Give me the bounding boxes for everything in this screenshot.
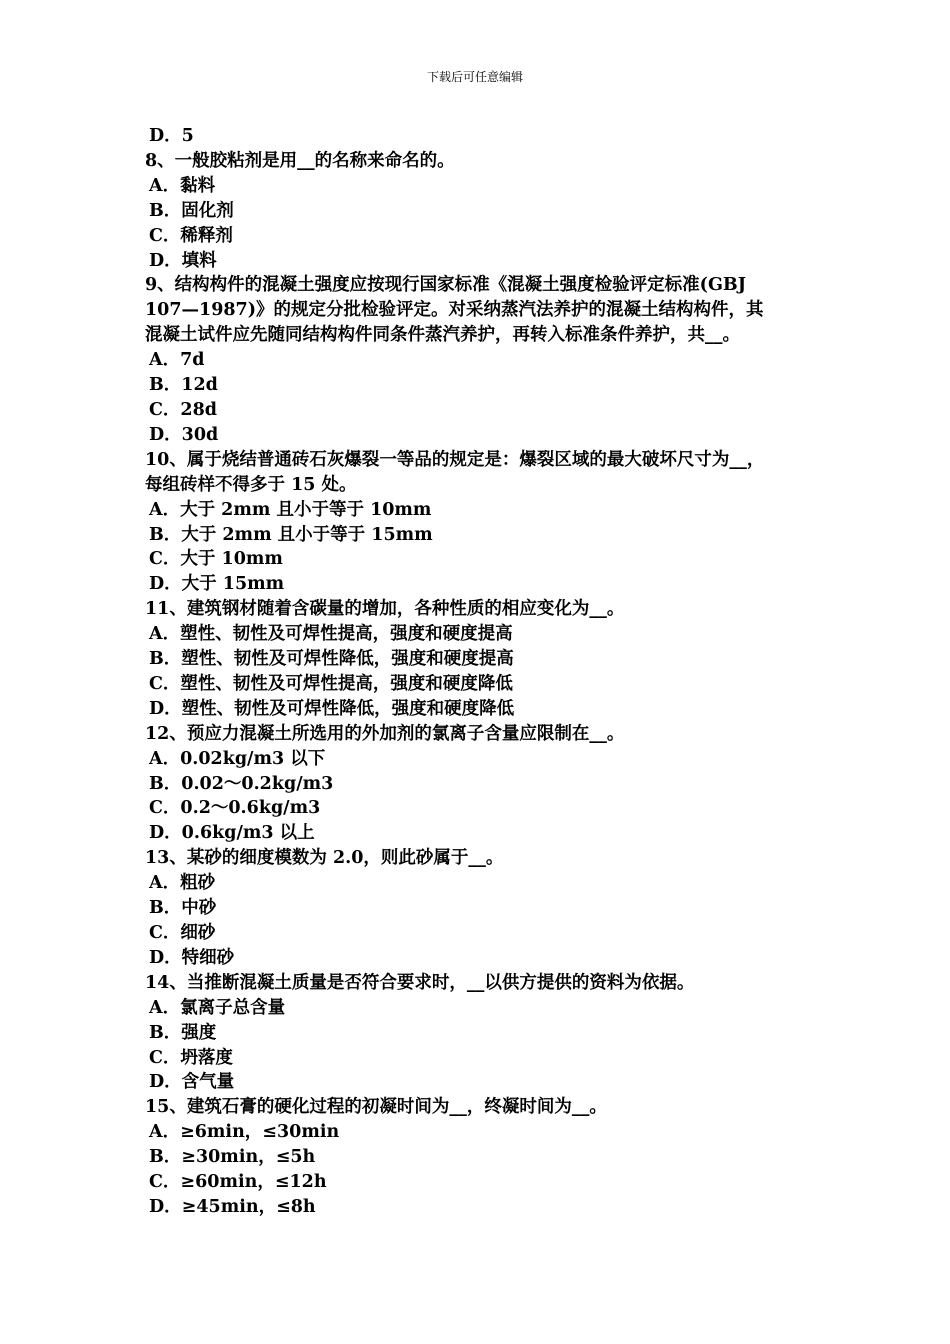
question-9-option-b: B．12d (149, 375, 218, 396)
question-12-option-a: A．0.02kg/m3 以下 (149, 748, 326, 769)
question-14-option-c: C．坍落度 (149, 1047, 233, 1068)
option-d-prev: D．5 (149, 126, 194, 146)
question-12-option-d: D．0.6kg/m3 以上 (149, 823, 315, 844)
question-10-option-d: D．大于 15mm (149, 574, 285, 595)
question-14-option-b: B．强度 (149, 1022, 217, 1043)
question-15-option-b: B．≥30min，≤5h (149, 1147, 316, 1168)
question-8-option-b: B．固化剂 (149, 200, 234, 221)
question-10-stem-line-1: 10、属于烧结普通砖石灰爆裂一等品的规定是：爆裂区域的最大破坏尺寸为__， (145, 449, 765, 470)
question-11-option-d: D．塑性、韧性及可焊性降低，强度和硬度降低 (149, 698, 515, 719)
question-15-stem: 15、建筑石膏的硬化过程的初凝时间为__，终凝时间为__。 (145, 1097, 607, 1118)
question-8-option-c: C．稀释剂 (149, 225, 233, 246)
question-15-option-c: C．≥60min，≤12h (149, 1172, 327, 1193)
question-13-option-c: C．细砂 (149, 923, 216, 943)
question-8-stem: 8、一般胶粘剂是用__的名称来命名的。 (145, 150, 455, 171)
question-13-stem: 13、某砂的细度模数为 2.0，则此砂属于__。 (145, 848, 504, 869)
question-9-option-c: C．28d (149, 399, 218, 420)
question-8-option-d: D．填料 (149, 250, 217, 271)
question-11-option-a: A．塑性、韧性及可焊性提高，强度和硬度提高 (149, 624, 513, 645)
question-8-option-a: A．黏料 (149, 175, 216, 196)
question-14-stem: 14、当推断混凝土质量是否符合要求时，__以供方提供的资料为依据。 (145, 972, 695, 993)
question-10-stem-line-2: 每组砖样不得多于 15 处。 (145, 474, 357, 495)
question-12-option-b: B．0.02～0.2kg/m3 (149, 773, 334, 794)
question-15-option-d: D．≥45min，≤8h (149, 1196, 316, 1217)
question-9-stem-line-1: 9、结构构件的混凝土强度应按现行国家标准《混凝土强度检验评定标准(GBJ (145, 275, 746, 296)
question-9-option-a: A．7d (149, 350, 205, 371)
question-10-option-a: A．大于 2mm 且小于等于 10mm (149, 499, 432, 520)
question-15-option-a: A．≥6min，≤30min (149, 1122, 340, 1143)
question-11-stem: 11、建筑钢材随着含碳量的增加，各种性质的相应变化为__。 (145, 599, 625, 620)
question-11-option-b: B．塑性、韧性及可焊性降低，强度和硬度提高 (149, 649, 514, 670)
question-9-stem-line-3: 混凝土试件应先随同结构构件同条件蒸汽养护，再转入标准条件养护，共__。 (145, 325, 740, 346)
page-header: 下载后可任意编辑 (426, 70, 523, 84)
question-9-stem-line-2: 107—1987)》的规定分批检验评定。对采纳蒸汽法养护的混凝土结构构件，其 (145, 300, 764, 321)
question-11-option-c: C．塑性、韧性及可焊性提高，强度和硬度降低 (149, 673, 513, 694)
question-14-option-a: A．氯离子总含量 (149, 997, 286, 1018)
question-13-option-b: B．中砂 (149, 898, 217, 919)
question-10-option-c: C．大于 10mm (149, 549, 283, 570)
question-12-option-c: C．0.2～0.6kg/m3 (149, 798, 321, 819)
question-13-option-a: A．粗砂 (149, 873, 216, 894)
document-body (145, 124, 825, 1220)
question-9-option-d: D．30d (149, 424, 219, 445)
question-13-option-d: D．特细砂 (149, 947, 235, 968)
question-12-stem: 12、预应力混凝土所选用的外加剂的氯离子含量应限制在__。 (145, 723, 625, 744)
question-10-option-b: B．大于 2mm 且小于等于 15mm (149, 524, 433, 545)
question-14-option-d: D．含气量 (149, 1072, 235, 1093)
